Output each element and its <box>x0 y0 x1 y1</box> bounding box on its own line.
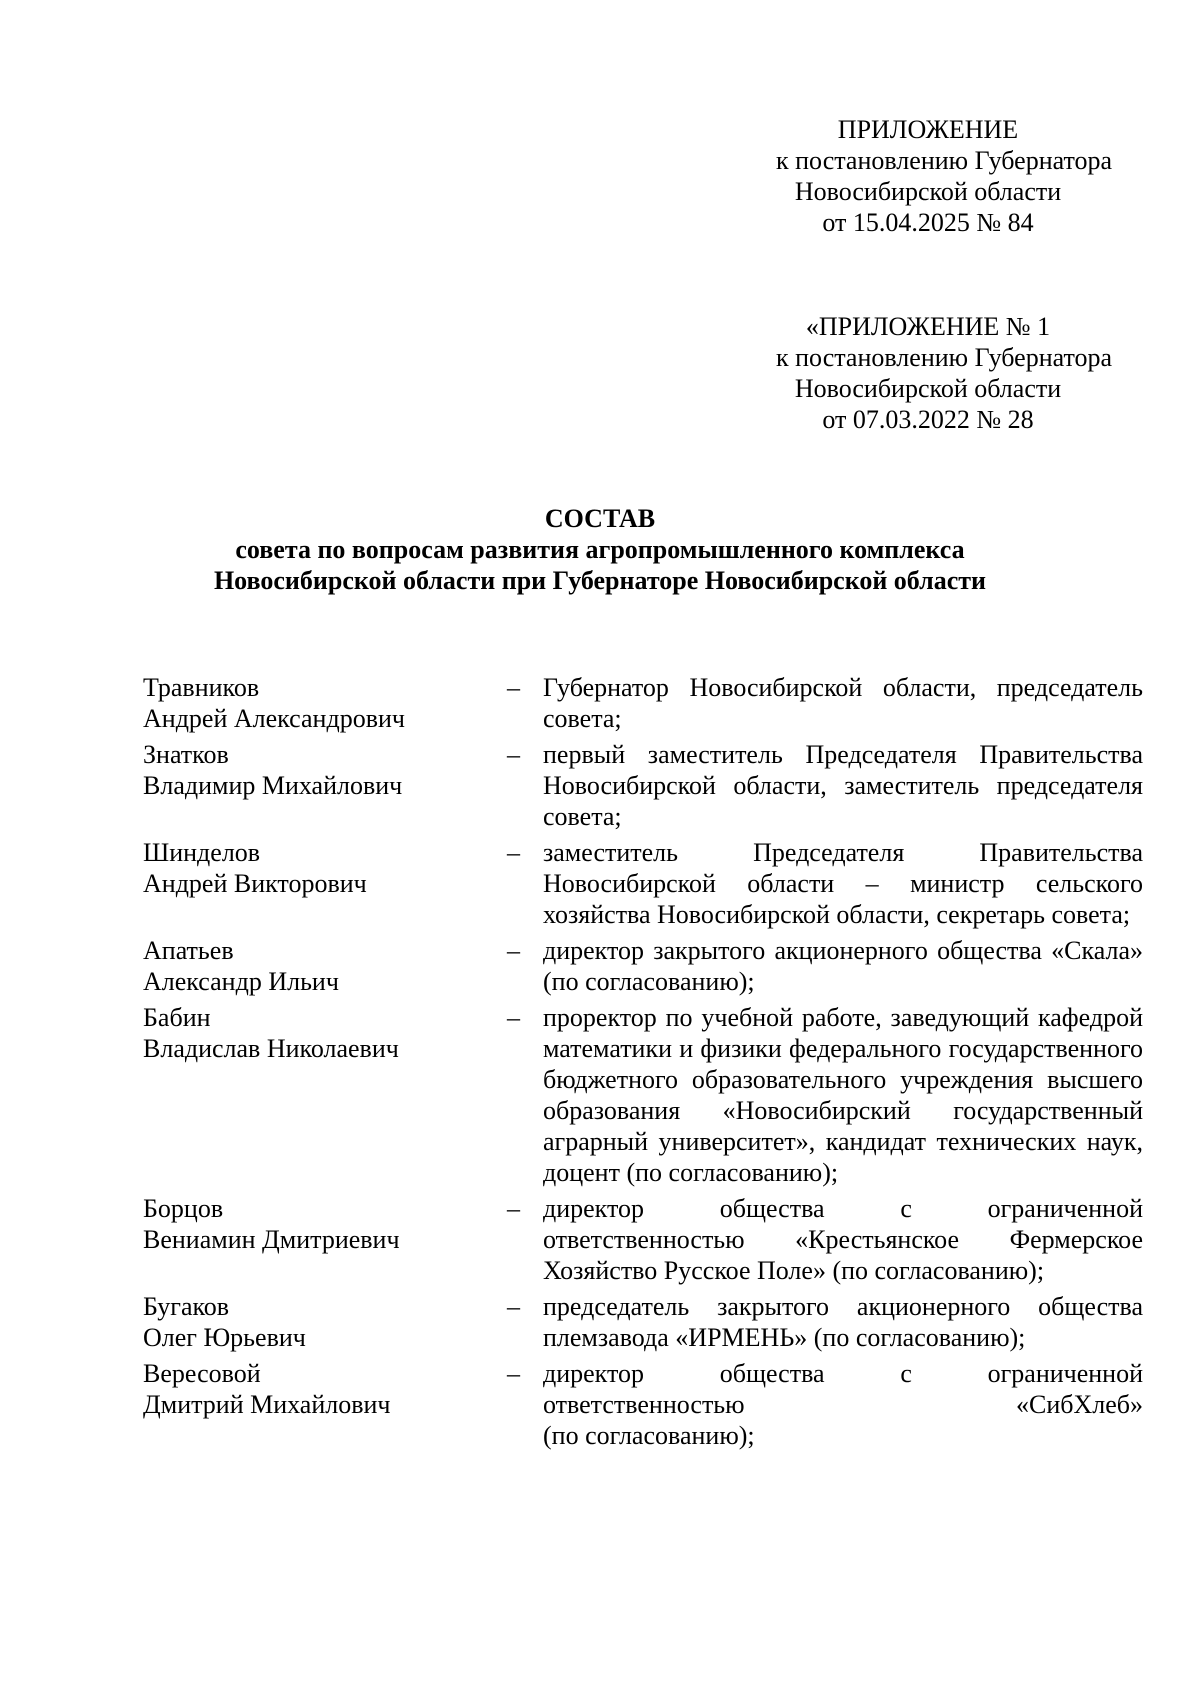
members-list <box>143 672 1143 1456</box>
member-surname: Бабин <box>143 1003 211 1032</box>
member-row <box>143 1291 1143 1353</box>
member-row <box>143 1358 1143 1451</box>
member-role: директор общества с ограниченной ответственностью «Крестьянское Фермерское Хозяйство Русское Поле» (по согласованию); <box>543 1194 1143 1285</box>
member-role: проректор по учебной работе, заведующий кафедрой математики и физики федерального государственного бюджетного образовательного учреждения высшего образования «Новосибирский государственный аграрный университет», кандидат технических наук, доцент (по согласованию); <box>543 1003 1143 1187</box>
member-given-names: Андрей Викторович <box>143 869 367 898</box>
member-role: директор закрытого акционерного общества «Скала» (по согласованию); <box>543 936 1143 996</box>
member-row <box>143 837 1143 930</box>
member-given-names: Дмитрий Михайлович <box>143 1390 391 1419</box>
member-surname: Знатков <box>143 740 229 769</box>
appendix-original-line4: от 07.03.2022 № 28 <box>822 405 1034 434</box>
member-given-names: Вениамин Дмитриевич <box>143 1225 400 1254</box>
member-role: первый заместитель Председателя Правительства Новосибирской области, заместитель председателя совета; <box>543 740 1143 831</box>
member-name <box>143 1358 507 1420</box>
member-surname: Вересовой <box>143 1359 261 1388</box>
title-line3: Новосибирской области при Губернаторе Новосибирской области <box>213 566 987 595</box>
appendix-original-block <box>776 311 1113 435</box>
appendix-current-line4: от 15.04.2025 № 84 <box>822 208 1034 237</box>
member-given-names: Владимир Михайлович <box>143 771 403 800</box>
member-dash: – <box>507 936 520 965</box>
member-row <box>143 739 1143 832</box>
member-dash: – <box>507 838 520 867</box>
member-name <box>143 1291 507 1353</box>
member-role: Губернатор Новосибирской области, председатель совета; <box>543 673 1143 733</box>
member-given-names: Александр Ильич <box>143 967 339 996</box>
member-dash: – <box>507 1194 520 1223</box>
member-role-part1: директор общества с ограниченной ответственностью «СибХлеб» <box>543 1359 1143 1419</box>
appendix-current-line3: Новосибирской области <box>794 177 1062 206</box>
member-given-names: Олег Юрьевич <box>143 1323 306 1352</box>
member-role-part2: (по согласованию); <box>543 1421 755 1450</box>
member-role: заместитель Председателя Правительства Новосибирской области – министр сельского хозяйства Новосибирской области, секретарь совета; <box>543 838 1143 929</box>
member-dash: – <box>507 1003 520 1032</box>
member-row <box>143 672 1143 734</box>
member-role <box>543 1358 1143 1451</box>
member-surname: Апатьев <box>143 936 234 965</box>
title-heading: СОСТАВ <box>544 504 656 533</box>
member-row <box>143 935 1143 997</box>
member-surname: Борцов <box>143 1194 224 1223</box>
member-name <box>143 1002 507 1064</box>
member-role: председатель закрытого акционерного общества племзавода «ИРМЕНЬ» (по согласованию); <box>543 1292 1143 1352</box>
member-dash: – <box>507 1292 520 1321</box>
member-name <box>143 935 507 997</box>
member-name <box>143 837 507 899</box>
appendix-current-line2: к постановлению Губернатора <box>776 146 1113 175</box>
member-name <box>143 672 507 734</box>
member-surname: Шинделов <box>143 838 261 867</box>
member-name <box>143 739 507 801</box>
appendix-current-line1: ПРИЛОЖЕНИЕ <box>837 115 1019 144</box>
appendix-original-line3: Новосибирской области <box>794 374 1062 403</box>
appendix-current-block <box>776 114 1113 238</box>
title-line2: совета по вопросам развития агропромышленного комплекса <box>235 535 965 564</box>
member-given-names: Владислав Николаевич <box>143 1034 399 1063</box>
member-surname: Бугаков <box>143 1292 230 1321</box>
member-row <box>143 1002 1143 1188</box>
member-dash: – <box>507 673 520 702</box>
member-given-names: Андрей Александрович <box>143 704 405 733</box>
document-title <box>0 503 1200 596</box>
member-name <box>143 1193 507 1255</box>
member-dash: – <box>507 1359 520 1388</box>
member-surname: Травников <box>143 673 260 702</box>
member-dash: – <box>507 740 520 769</box>
appendix-original-line2: к постановлению Губернатора <box>776 343 1113 372</box>
appendix-original-line1: «ПРИЛОЖЕНИЕ № 1 <box>805 312 1051 341</box>
member-row <box>143 1193 1143 1286</box>
